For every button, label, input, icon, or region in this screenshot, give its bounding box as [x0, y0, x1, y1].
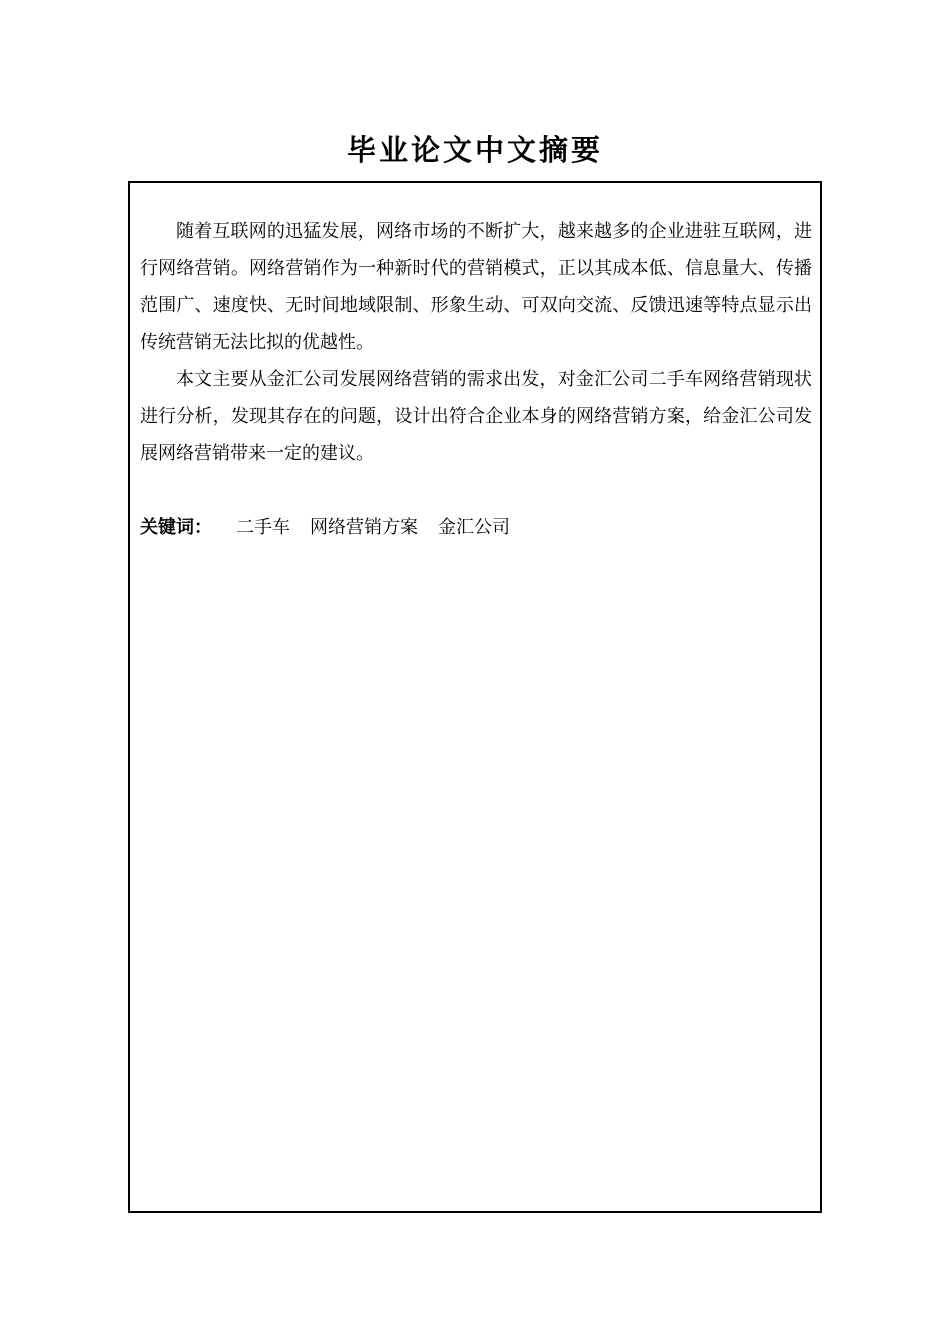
abstract-paragraph-2: 本文主要从金汇公司发展网络营销的需求出发，对金汇公司二手车网络营销现状进行分析，发现其存在的问题，设计出符合企业本身的网络营销方案，给金汇公司发展网络营销带来一定的建议。: [140, 369, 812, 464]
keyword-item: 网络营销方案: [310, 517, 418, 538]
page-title: 毕业论文中文摘要: [346, 133, 603, 167]
abstract-paragraph-1: 随着互联网的迅猛发展，网络市场的不断扩大，越来越多的企业进驻互联网，进行网络营销。网络营销作为一种新时代的营销模式，正以其成本低、信息量大、传播范围广、速度快、无时间地域限制、形象生动、可双向交流、反馈迅速等特点显示出传统营销无法比拟的优越性。: [140, 221, 812, 353]
keyword-item: 金汇公司: [438, 517, 510, 538]
keyword-item: 二手车: [236, 517, 290, 538]
abstract-box: [128, 181, 822, 1213]
abstract-body: [140, 213, 812, 472]
keywords-label: 关键词：: [140, 517, 212, 538]
keywords-line: [140, 509, 812, 546]
